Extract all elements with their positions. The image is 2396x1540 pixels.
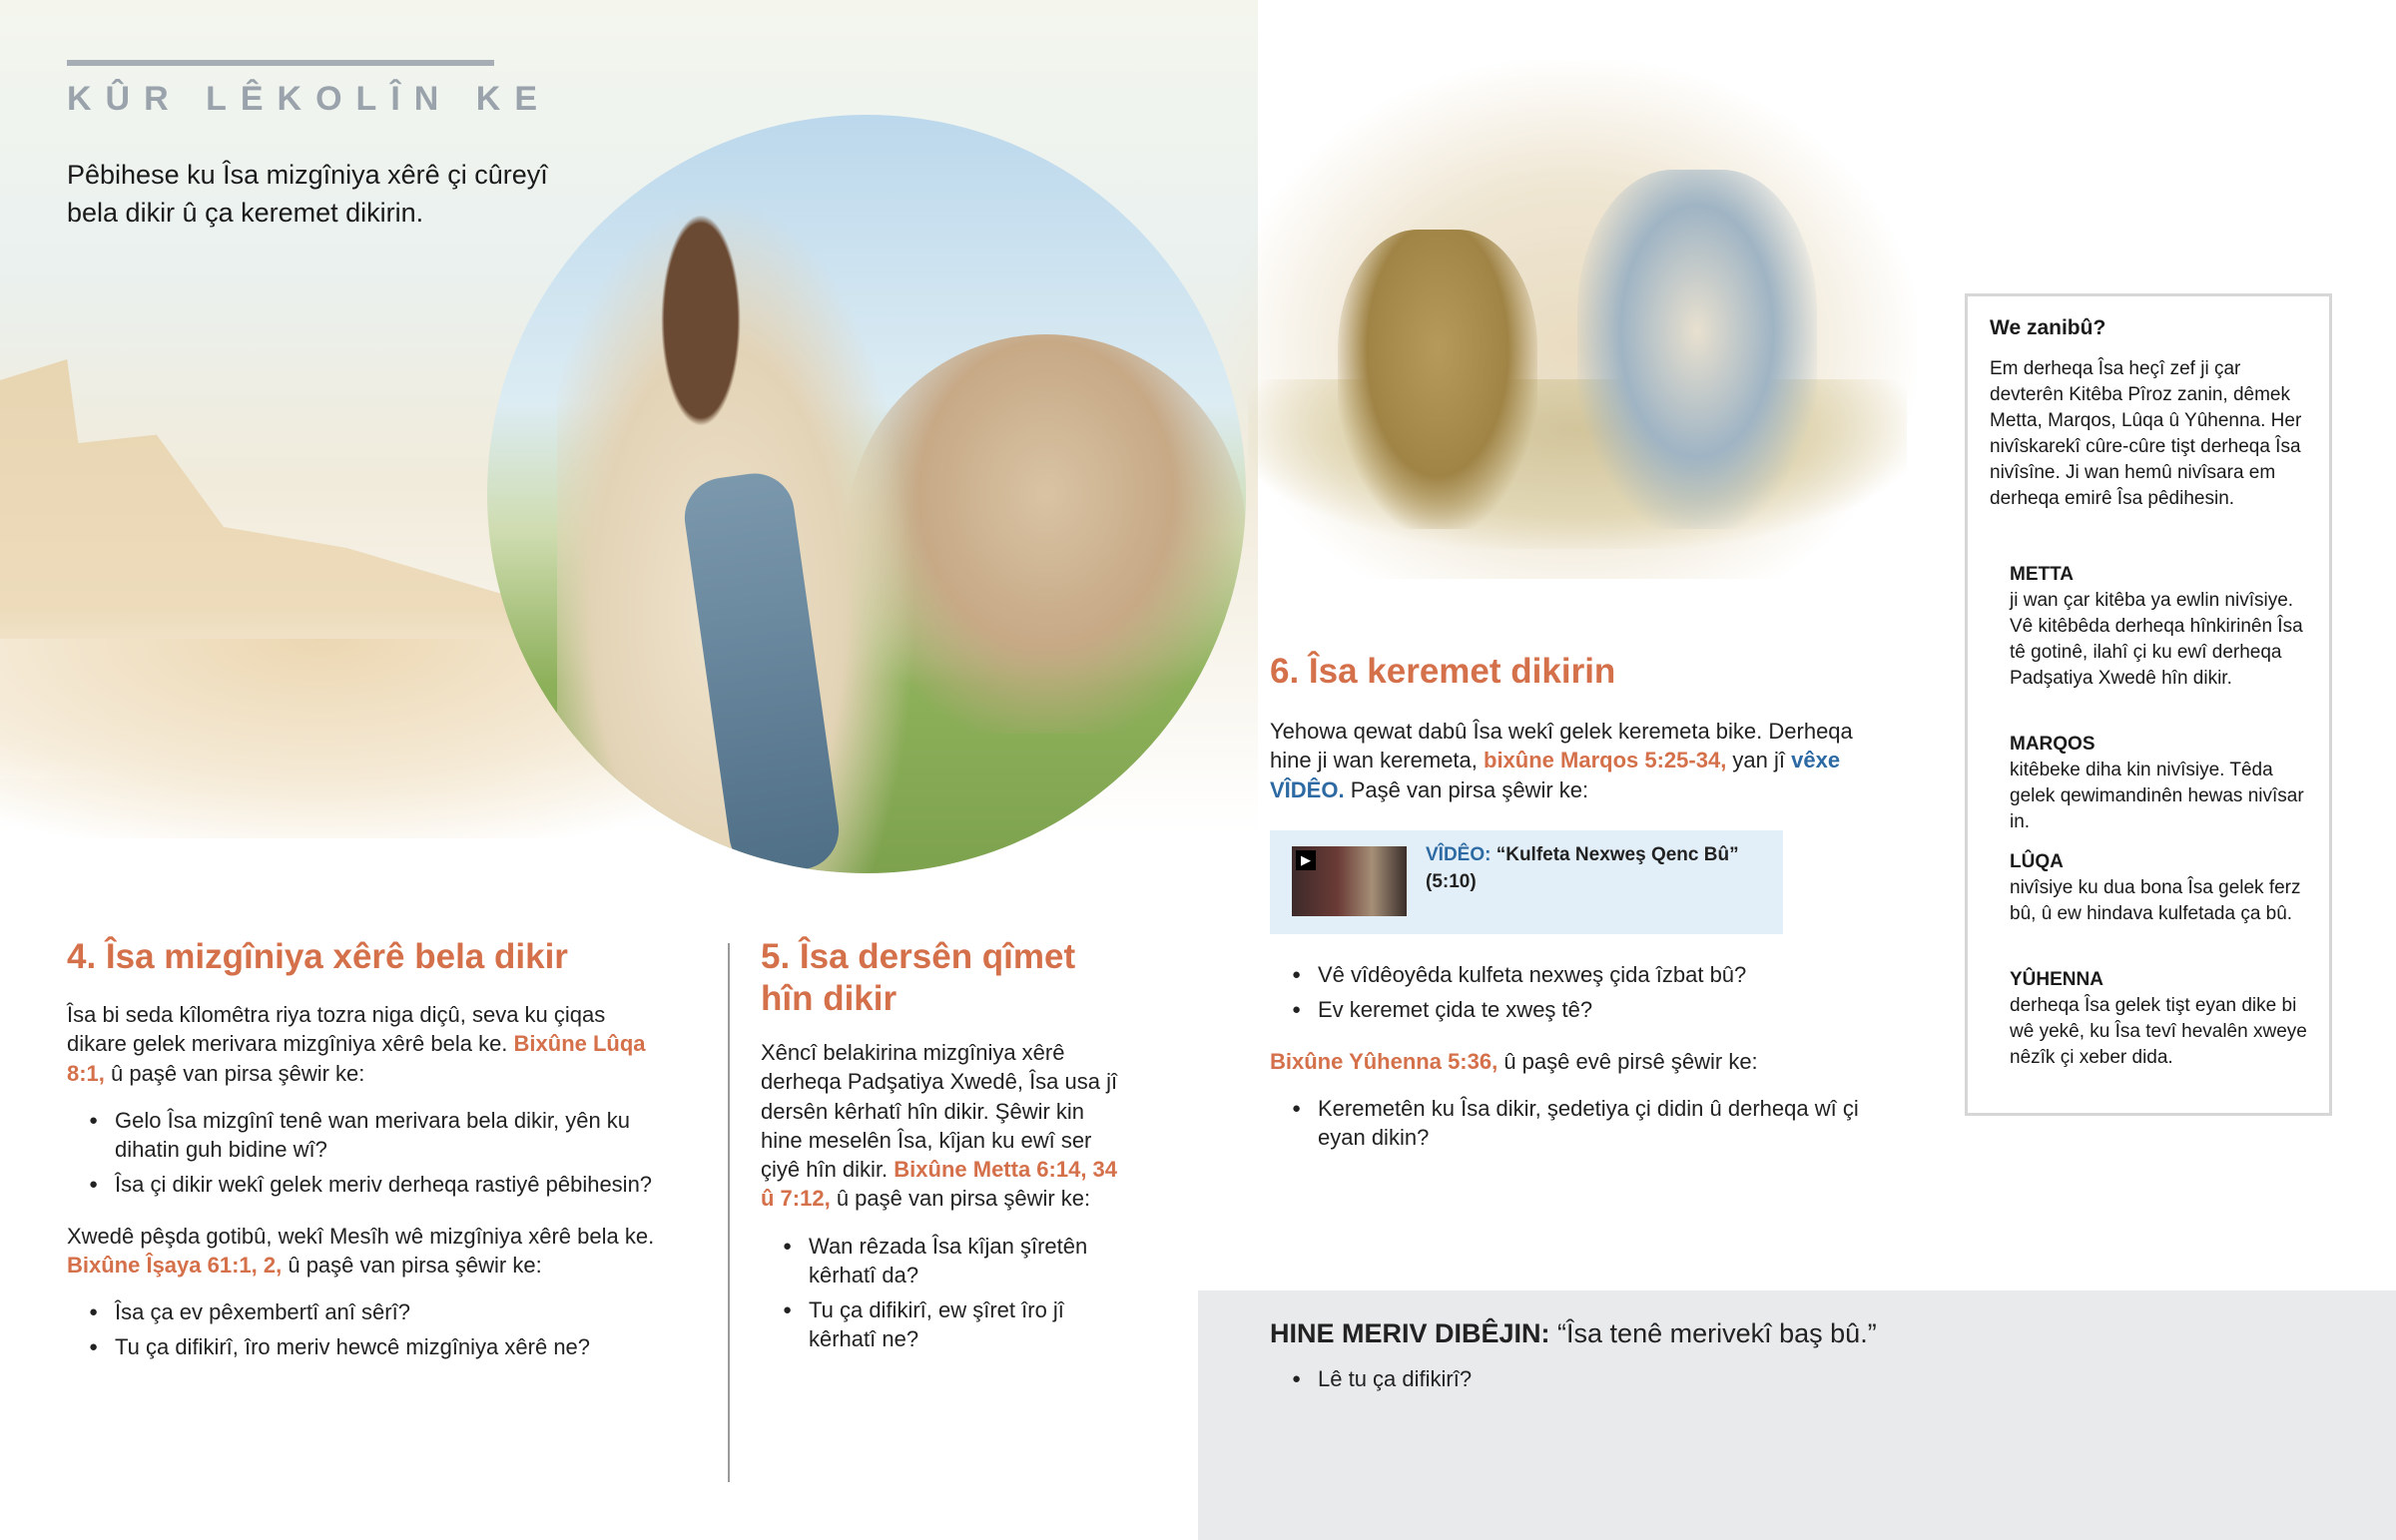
paragraph [1270, 717, 1889, 804]
question-item: ● Lê tu ça difikirî? [1318, 1364, 2348, 1393]
scripture-ref: Bixûne Metta 6:14, 34 û 7:12, [761, 1157, 1118, 1212]
text: Paşê van pirsa şêwir ke: [1344, 776, 1589, 802]
video-duration: (5:10) [1426, 870, 1477, 892]
panel-content [1270, 1316, 2348, 1415]
entry-text: nivîsiye ku dua bona Îsa gelek ferz bû, û ew hindava kulfetada ça bû. [2010, 877, 2301, 925]
entry-name: YÛHENNA [2010, 969, 2103, 990]
jesus-kneeling-figure [1577, 170, 1817, 529]
scripture-ref: Bixûne Îşaya 61:1, 2, [67, 1252, 283, 1278]
section-6-questions [1270, 960, 1889, 1174]
column-divider [728, 943, 730, 1482]
sidebar-title: We zanibû? [1990, 316, 2106, 339]
page-kicker: KÛR LÊKOLÎN KE [67, 80, 551, 118]
panel-title: HINE MERIV DIBÊJIN: [1270, 1318, 1550, 1348]
scripture-ref: Bixûne Yûhenna 5:36, [1270, 1048, 1498, 1074]
question-item: ● Îsa çi dikir wekî gelek meriv derheqa rastiyê pêbihesin? [115, 1170, 666, 1199]
section-4-body [67, 1000, 666, 1384]
intro-text: Pêbihese ku Îsa mizgîniya xêrê çi cûreyî bela dikir û ça keremet dikirin. [67, 160, 548, 229]
text: û paşê van pirsa şêwir ke: [282, 1252, 542, 1278]
question-list [67, 1106, 666, 1200]
did-you-know-box [1965, 293, 2332, 1116]
question-list [1270, 1094, 1889, 1153]
text: yan jî [1726, 748, 1792, 773]
entry-name: MARQOS [2010, 734, 2096, 755]
play-icon[interactable]: ▶ [1296, 850, 1316, 870]
sidebar-intro: Em derheqa Îsa heçî zef ji çar devterên Kitêba Pîroz zanin, dêmek Metta, Marqos, Lûqa û Yûhenna. Her nivîskarekî cûre-cûre tişt derheqa Îsa nivîsîne. Ji wan hemû nivîsara em derheqa emirê Îsa pêdihesin. [1990, 358, 2302, 510]
text: Xwedê pêşda gotibû, wekî Mesîh wê mizgîniya xêrê bela ke. [67, 1223, 655, 1249]
text: û paşê van pirsa şêwir ke: [830, 1186, 1091, 1212]
section-6-title: 6. Îsa keremet dikirin [1270, 652, 1616, 691]
video-label: VÎDÊO: [1426, 844, 1492, 865]
sidebar-entry-metta [2010, 562, 2309, 692]
panel-quote: “Îsa tenê merivekî baş bû.” [1549, 1318, 1877, 1348]
question-item: ● Îsa ça ev pêxembertî anî sêrî? [115, 1297, 666, 1326]
question-list [761, 1232, 1125, 1354]
paragraph [67, 1222, 666, 1281]
preaching-illustration [0, 0, 1258, 878]
entry-name: LÛQA [2010, 851, 2064, 872]
paragraph [1270, 1047, 1889, 1076]
text: Yehowa qewat dabû Îsa wekî gelek keremeta bike. Derheqa hine ji wan keremeta, [1270, 719, 1853, 773]
video-card[interactable] [1270, 830, 1783, 934]
entry-text: ji wan çar kitêba ya ewlin nivîsiye. Vê kitêbêda derheqa hînkirinên Îsa tê gotinê, ilahî çi ku ewî derheqa Padşatiya Xwedê hîn dikir. [2010, 590, 2303, 690]
question-item: ● Tu ça difikirî, ew şîret îro jî kêrhatî ne? [809, 1295, 1125, 1354]
sidebar-entry-marqos [2010, 732, 2309, 835]
kicker-rule [67, 60, 494, 66]
video-link[interactable]: vêxe VÎDÊO. [1270, 748, 1841, 802]
question-item: ● Wan rêzada Îsa kîjan şîretên kêrhatî da? [809, 1232, 1125, 1290]
sidebar-entry-luqa [2010, 849, 2309, 927]
paragraph [761, 1038, 1125, 1214]
sidebar-entry-yuhenna [2010, 967, 2309, 1071]
entry-name: METTA [2010, 564, 2075, 585]
entry-text: derheqa Îsa gelek tişt eyan dike bi wê yekê, ku Îsa tevî hevalên xweye nêzîk çi xeber dida. [2010, 995, 2307, 1069]
paragraph [67, 1000, 666, 1088]
question-list [1270, 1364, 2348, 1393]
question-item: ● Vê vîdêoyêda kulfeta nexweş çida îzbat bû? [1318, 960, 1889, 989]
section-6-intro [1270, 717, 1889, 822]
woman-figure [1338, 230, 1537, 529]
question-item: ● Tu ça difikirî, îro meriv hewcê mizgîniya xêrê ne? [115, 1332, 666, 1361]
scripture-ref: Bixûne Lûqa 8:1, [67, 1031, 646, 1086]
text: Îsa bi seda kîlomêtra riya tozra niga diçû, seva ku çiqas dikare gelek merivara mizgîniya xêrê bela ke. [67, 1002, 606, 1057]
video-thumbnail[interactable] [1292, 846, 1407, 916]
healing-illustration [1228, 60, 1917, 579]
some-people-say-panel [1198, 1290, 2396, 1540]
section-5-title: 5. Îsa dersên qîmet hîn dikir [761, 937, 1076, 1018]
text: û paşê van pirsa şêwir ke: [104, 1060, 365, 1086]
section-5-body [761, 1038, 1125, 1376]
video-caption [1426, 842, 1765, 895]
video-title: “Kulfeta Nexweş Qenc Bû” [1496, 844, 1739, 865]
question-list [67, 1297, 666, 1362]
text: Xêncî belakirina mizgîniya xêrê derheqa Padşatiya Xwedê, Îsa usa jî dersên kêrhatî hîn dikir. Şêwir kin hine meselên Îsa, kîjan ku ewî ser çiyê hîn dikir. [761, 1040, 1118, 1182]
scripture-ref[interactable]: bixûne Marqos 5:25-34, [1484, 748, 1727, 773]
panel-heading [1270, 1316, 2348, 1352]
entry-text: kitêbeke diha kin nivîsiye. Têda gelek qewimandinên hewas nivîsar in. [2010, 760, 2304, 833]
section-4-title: 4. Îsa mizgîniya xêrê bela dikir [67, 937, 568, 976]
question-list [1270, 960, 1889, 1025]
question-item: ● Gelo Îsa mizgînî tenê wan merivara bela dikir, yên ku dihatin guh bidine wî? [115, 1106, 666, 1165]
text: û paşê evê pirsê şêwir ke: [1498, 1048, 1758, 1074]
question-item: ● Ev keremet çida te xweş tê? [1318, 995, 1889, 1024]
question-item: ● Keremetên ku Îsa dikir, şedetiya çi didin û derheqa wî çi eyan dikin? [1318, 1094, 1889, 1153]
